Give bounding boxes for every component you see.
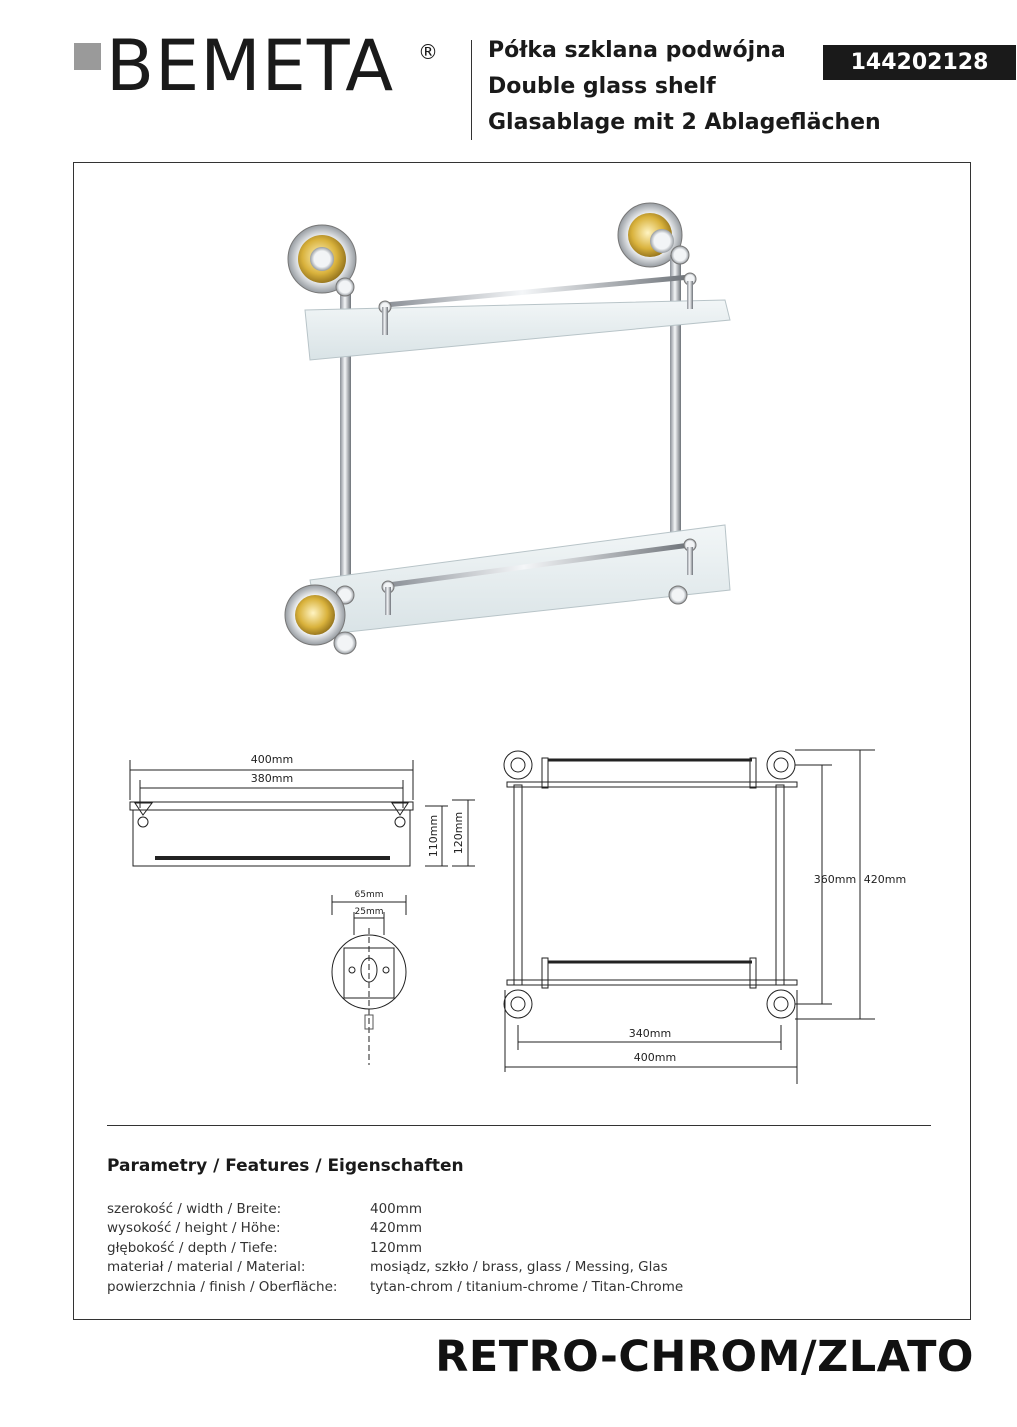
title-german: Glasablage mit 2 Ablageflächen: [488, 110, 881, 135]
front-view-height-total: 420mm: [863, 873, 907, 886]
top-view-width-total: 400mm: [250, 753, 294, 766]
spec-height-label: wysokość / height / Höhe:: [107, 1220, 281, 1236]
top-view-width-inner: 380mm: [250, 772, 294, 785]
spec-depth-label: głębokość / depth / Tiefe:: [107, 1240, 278, 1256]
spec-material-label: materiał / material / Material:: [107, 1259, 306, 1275]
spec-height-value: 420mm: [370, 1220, 423, 1236]
collection-title: RETRO-CHROM/ZLATO: [435, 1332, 974, 1382]
mount-hole-spacing: 25mm: [354, 907, 384, 917]
spec-width-value: 400mm: [370, 1201, 423, 1217]
spec-depth-value: 120mm: [370, 1240, 423, 1256]
mount-diameter: 65mm: [354, 890, 384, 900]
registered-mark: ®: [418, 40, 438, 64]
top-view-depth-b: 120mm: [452, 811, 465, 855]
spec-finish-value: tytan-chrom / titanium-chrome / Titan-Chrome: [370, 1279, 684, 1295]
features-heading: Parametry / Features / Eigenschaften: [107, 1156, 464, 1176]
top-view-depth-a: 110mm: [427, 814, 440, 858]
spec-width-label: szerokość / width / Breite:: [107, 1201, 282, 1217]
title-polish: Półka szklana podwójna: [488, 38, 786, 63]
features-divider: [107, 1125, 931, 1126]
spec-material-value: mosiądz, szkło / brass, glass / Messing, Glas: [370, 1259, 668, 1275]
front-view-height-inner: 360mm: [813, 873, 857, 886]
front-view-width-inner: 340mm: [628, 1027, 672, 1040]
brand-logo: BEMETA: [106, 25, 395, 107]
spec-finish-label: powierzchnia / finish / Oberfläche:: [107, 1279, 338, 1295]
front-view-width-total: 400mm: [633, 1051, 677, 1064]
title-english: Double glass shelf: [488, 74, 716, 99]
product-code: 144202128: [823, 45, 1016, 80]
